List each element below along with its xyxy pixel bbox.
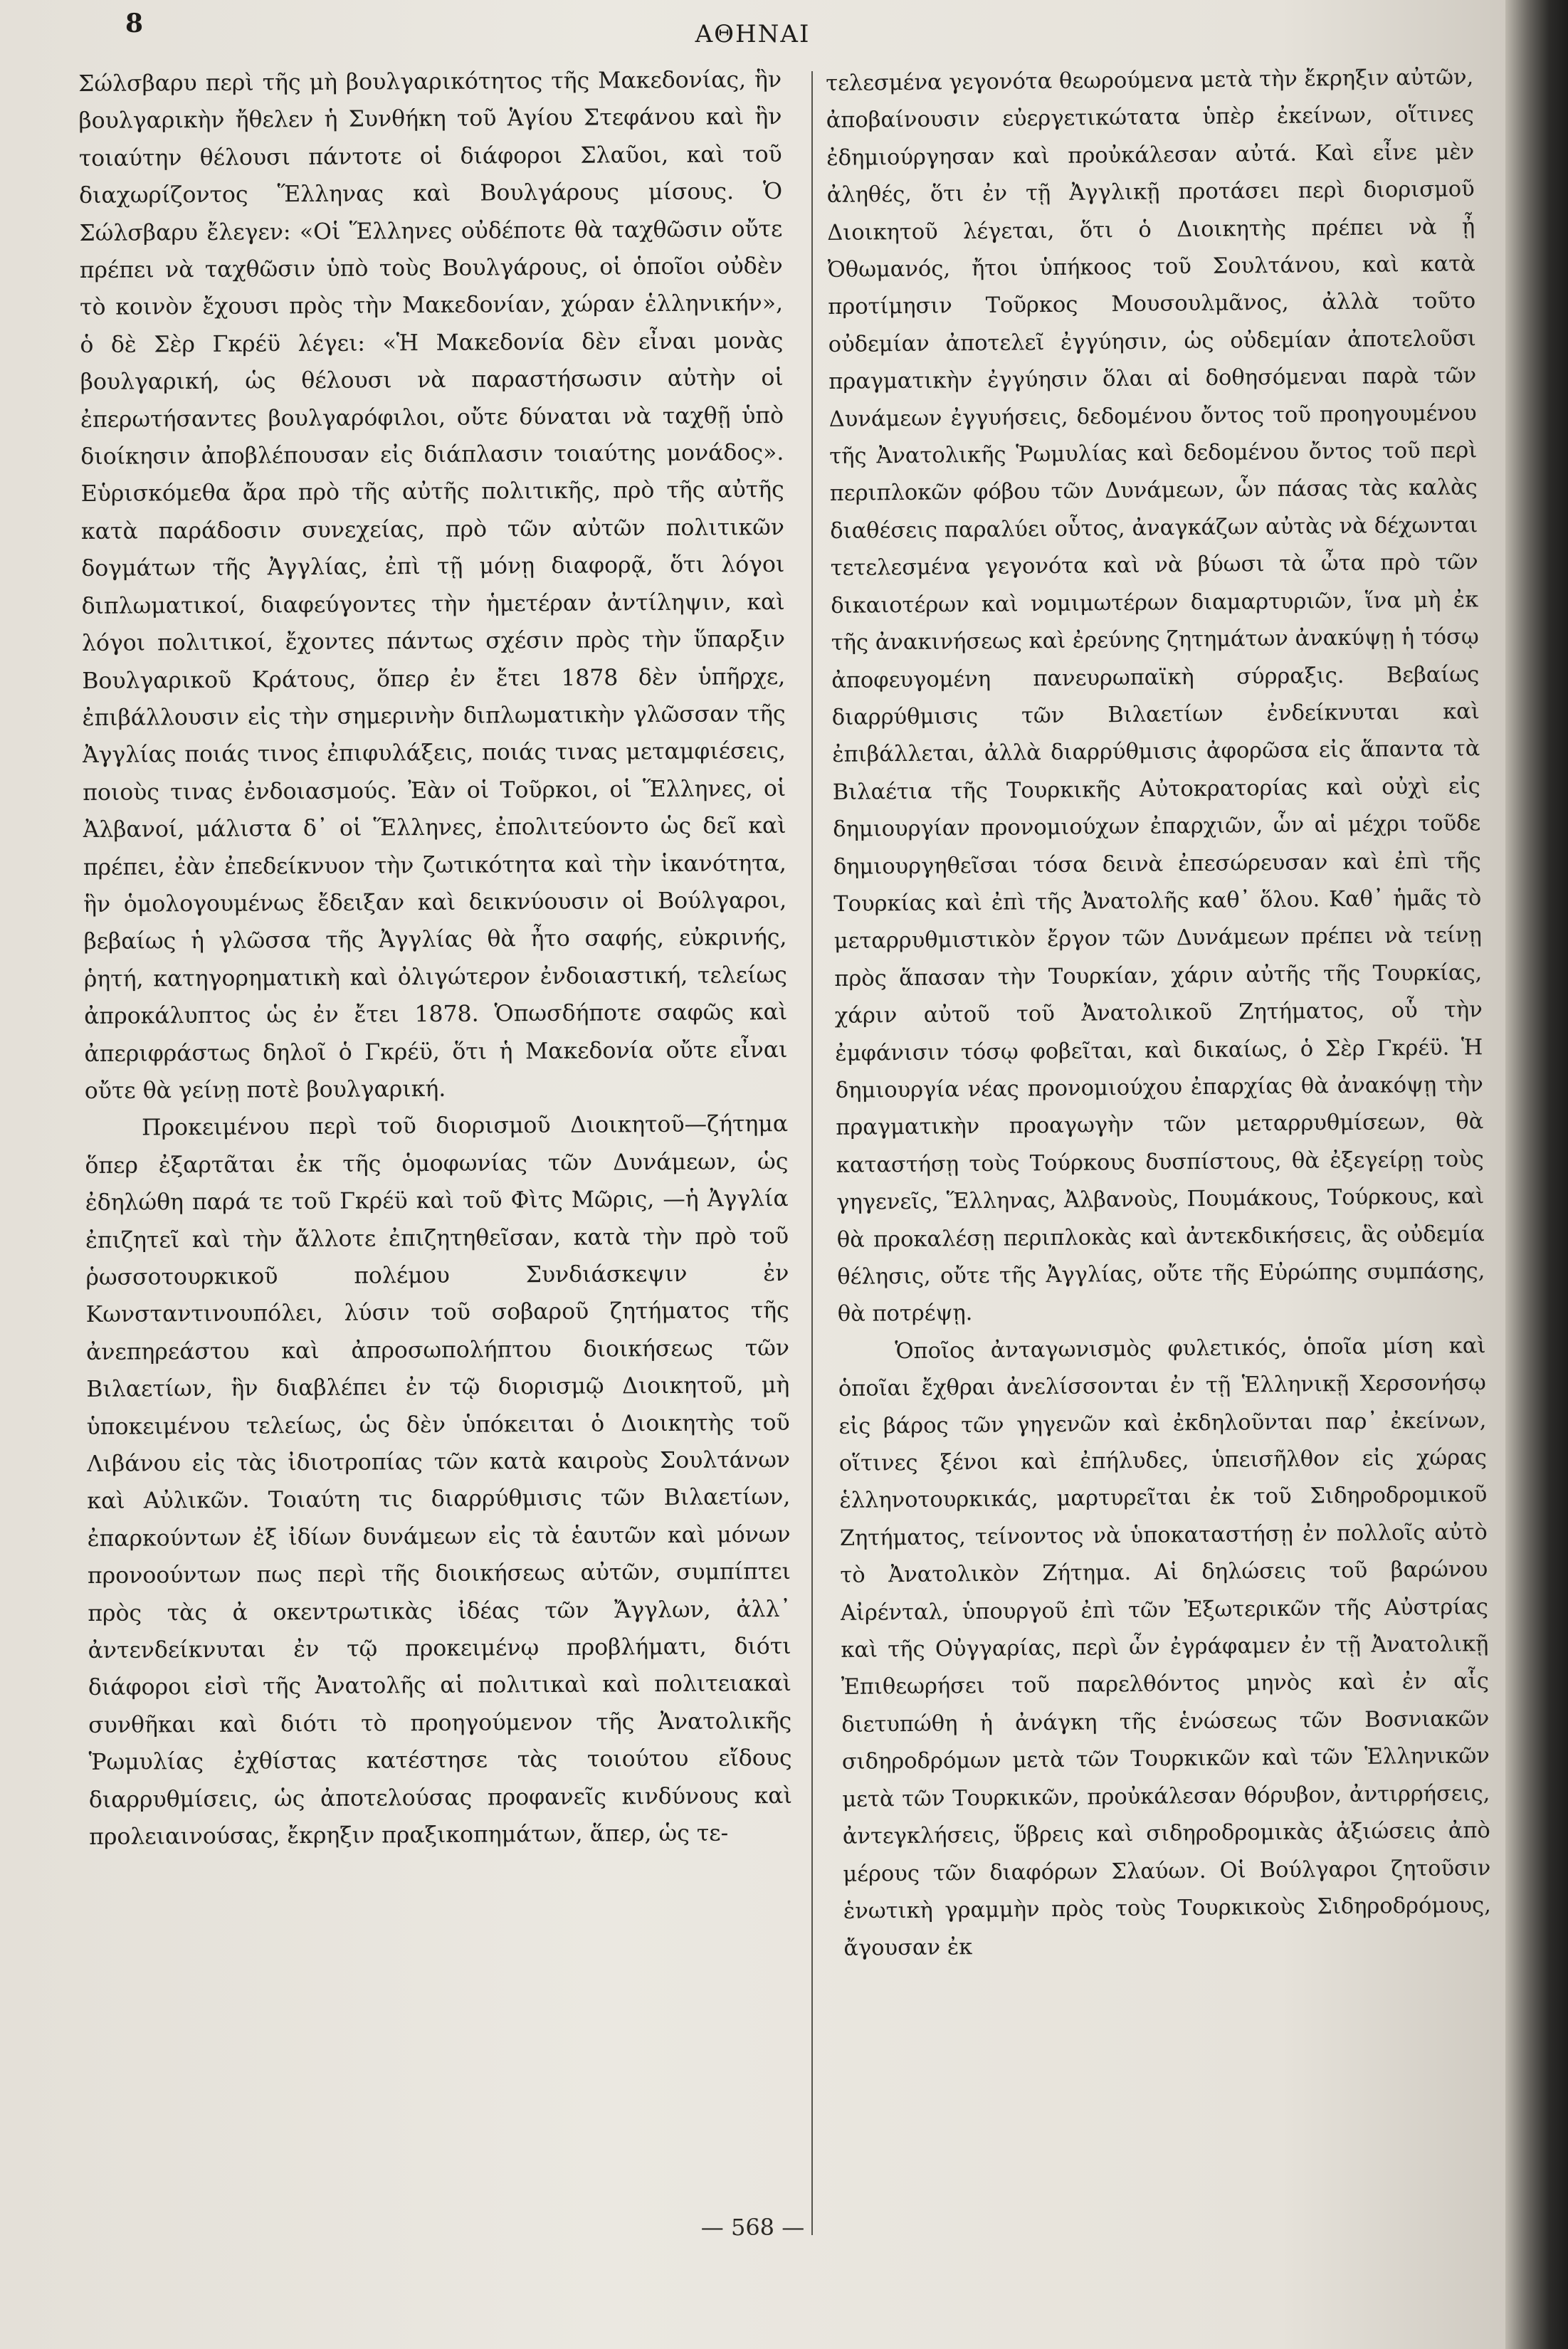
- right-text-column: [826, 59, 1494, 2237]
- paragraph: Ὁποῖος ἀνταγωνισμὸς φυλετικός, ὁποῖα μίση καὶ ὁποῖαι ἔχθραι ἀνελίσσονται ἐν τῇ Ἑλληνικῇ Χερσονήσῳ εἰς βάρος τῶν γηγενῶν καὶ ἐκδηλοῦνται παρ᾽ ἐκείνων, οἵτινες ξένοι καὶ ἐπήλυδες, ὑπεισῆλθον εἰς χώρας ἑλληνοτουρκικάς, μαρτυρεῖται ἐκ τοῦ Σιδηροδρομικοῦ Ζητήματος, τείνοντος νὰ ὑποκαταστήσῃ ἐν πολλοῖς αὐτὸ τὸ Ἀνατολικὸν Ζήτημα. Αἱ δηλώσεις τοῦ βαρώνου Αἰρένταλ, ὑπουργοῦ ἐπὶ τῶν Ἐξωτερικῶν τῆς Αὐστρίας καὶ τῆς Οὐγγαρίας, περὶ ὧν ἐγράφαμεν ἐν τῇ Ἀνατολικῇ Ἐπιθεωρήσει τοῦ παρελθόντος μηνὸς καὶ ἐν αἷς διετυπώθη ἡ ἀνάγκη τῆς ἑνώσεως τῶν Βοσνιακῶν σιδηροδρόμων μετὰ τῶν Τουρκικῶν καὶ τῶν Ἑλληνικῶν μετὰ τῶν Τουρκικῶν, προὐκάλεσαν θόρυβον, ἀντιρρήσεις, ἀντεγκλήσεις, ὕβρεις καὶ σιδηροδρομικὰς ἀξιώσεις ἀπὸ μέρους τῶν διαφόρων Σλαύων. Οἱ Βούλγαροι ζητοῦσιν ἑνωτικὴ γραμμὴν πρὸς τοὺς Τουρκικοὺς Σιδηροδρόμους, ἄγουσαν ἐκ: [838, 1333, 1492, 1962]
- binding-shadow: [1505, 0, 1568, 2349]
- page-number: 8: [125, 9, 144, 38]
- column-divider: [811, 71, 813, 2235]
- page-folio: — 568 —: [700, 2214, 805, 2241]
- paragraph: τελεσμένα γεγονότα θεωρούμενα μετὰ τὴν ἔκρηξιν αὐτῶν, ἀποβαίνουσιν εὐεργετικώτατα ὑπὲρ ἐκείνων, οἵτινες ἐδημιούργησαν καὶ προὐκάλεσαν αὐτά. Καὶ εἶνε μὲν ἀληθές, ὅτι ἐν τῇ Ἀγγλικῇ προτάσει περὶ διορισμοῦ Διοικητοῦ λέγεται, ὅτι ὁ Διοικητὴς πρέπει νὰ ᾖ Ὀθωμανός, ἤτοι ὑπήκοος τοῦ Σουλτάνου, καὶ κατὰ προτίμησιν Τοῦρκος Μουσουλμᾶνος, ἀλλὰ τοῦτο οὐδεμίαν ἀποτελεῖ ἐγγύησιν, ὡς οὐδεμίαν ἀποτελοῦσι πραγματικὴν ἐγγύησιν ὅλαι αἱ δοθησόμεναι παρὰ τῶν Δυνάμεων ἐγγυήσεις, δεδομένου ὄντος τοῦ προηγουμένου τῆς Ἀνατολικῆς Ῥωμυλίας καὶ δεδομένου ὄντος τοῦ περὶ περιπλοκῶν φόβου τῶν Δυνάμεων, ὧν πάσας τὰς καλὰς διαθέσεις παραλύει οὗτος, ἀναγκάζων αὐτὰς νὰ δέχωνται τετελεσμένα γεγονότα καὶ νὰ βύωσι τὰ ὦτα πρὸ τῶν δικαιοτέρων καὶ νομιμωτέρων διαμαρτυριῶν, ἵνα μὴ ἐκ τῆς ἀνακινήσεως καὶ ἐρεύνης ζητημάτων ἀνακύψῃ ἡ τόσῳ ἀποφευγομένη πανευρωπαϊκὴ σύρραξις. Βεβαίως διαρρύθμισις τῶν Βιλαετίων ἐνδείκνυται καὶ ἐπιβάλλεται, ἀλλὰ διαρρύθμισις ἀφορῶσα εἰς ἅπαντα τὰ Βιλαέτια τῆς Τουρκικῆς Αὐτοκρατορίας καὶ οὐχὶ εἰς δημιουργίαν προνομιούχων ἐπαρχιῶν, ὧν αἱ μέχρι τοῦδε δημιουργηθεῖσαι τόσα δεινὰ ἐπεσώρευσαν καὶ ἐπὶ τῆς Τουρκίας καὶ ἐπὶ τῆς Ἀνατολῆς καθ᾽ ὅλου. Καθ᾽ ἡμᾶς τὸ μεταρρυθμιστικὸν ἔργον τῶν Δυνάμεων πρέπει νὰ τείνῃ πρὸς ἅπασαν τὴν Τουρκίαν, χάριν αὐτῆς τῆς Τουρκίας, χάριν αὐτοῦ τοῦ Ἀνατολικοῦ Ζητήματος, οὗ τὴν ἐμφάνισιν τόσῳ φοβεῖται, καὶ δικαίως, ὁ Σὲρ Γκρέϋ. Ἡ δημιουργία νέας προνομιούχου ἐπαρχίας θὰ ἀνακόψῃ τὴν πραγματικὴν προαγωγὴν τῶν μεταρρυθμίσεων, θὰ καταστήσῃ τοὺς Τούρκους δυσπίστους, θὰ ἐξεγείρῃ τοὺς γηγενεῖς, Ἕλληνας, Ἀλβανοὺς, Πουμάκους, Τούρκους, καὶ θὰ προκαλέσῃ περιπλοκὰς καὶ ἀντεκδικήσεις, ἃς οὐδεμία θέλησις, οὔτε τῆς Ἀγγλίας, οὔτε τῆς Εὐρώπης συμπάσης, θὰ ποτρέψῃ.: [826, 65, 1485, 1328]
- paragraph: Προκειμένου περὶ τοῦ διορισμοῦ Διοικητοῦ—ζήτημα ὅπερ ἐξαρτᾶται ἐκ τῆς ὁμοφωνίας τῶν Δυνάμεων, ὡς ἐδηλώθη παρά τε τοῦ Γκρέϋ καὶ τοῦ Φὶτς Μῶρις, —ἡ Ἀγγλία ἐπιζητεῖ καὶ τὴν ἄλλοτε ἐπιζητηθεῖσαν, κατὰ τὴν πρὸ τοῦ ῥωσσοτουρκικοῦ πολέμου Συνδιάσκεψιν ἐν Κωνσταντινουπόλει, λύσιν τοῦ σοβαροῦ ζητήματος τῆς ἀνεπηρεάστου καὶ ἀπροσωπολήπτου διοικήσεως τῶν Βιλαετίων, ἣν διαβλέπει ἐν τῷ διορισμῷ Διοικητοῦ, μὴ ὑποκειμένου τελείως, ὡς δὲν ὑπόκειται ὁ Διοικητὴς τοῦ Λιβάνου εἰς τὰς ἰδιοτροπίας τῶν κατὰ καιροὺς Σουλτάνων καὶ Αὐλικῶν. Τοιαύτη τις διαρρύθμισις τῶν Βιλαετίων, ἐπαρκούντων ἐξ ἰδίων δυνάμεων εἰς τὰ ἑαυτῶν καὶ μόνων προνοούντων πως περὶ τῆς διοικήσεως αὐτῶν, συμπίπτει πρὸς τὰς ἀ οκεντρωτικὰς ἰδέας τῶν Ἄγγλων, ἀλλ᾽ ἀντενδείκνυται ἐν τῷ προκειμένῳ προβλήματι, διότι διάφοροι εἰσὶ τῆς Ἀνατολῆς αἱ πολιτικαὶ καὶ πολιτειακαὶ συνθῆκαι καὶ διότι τὸ προηγούμενον τῆς Ἀνατολικῆς Ῥωμυλίας ἐχθίστας κατέστησε τὰς τοιούτου εἴδους διαρρυθμίσεις, ὡς ἀποτελούσας προφανεῖς κινδύνους καὶ προλειαινούσας, ἔκρηξιν πραξικοπημάτων, ἅπερ, ὡς τε-: [85, 1111, 792, 1851]
- left-text-column: [78, 61, 795, 2237]
- running-title: ΑΘΗΝΑΙ: [695, 20, 811, 48]
- paragraph: Σώλσβαρυ περὶ τῆς μὴ βουλγαρικότητος τῆς Μακεδονίας, ἣν βουλγαρικὴν ἤθελεν ἡ Συνθήκη τοῦ Ἁγίου Στεφάνου καὶ ἣν τοιαύτην θέλουσι πάντοτε οἱ διάφοροι Σλαῦοι, καὶ τοῦ διαχωρίζοντος Ἕλληνας καὶ Βουλγάρους μίσους. Ὁ Σώλσβαρυ ἔλεγεν: «Οἱ Ἕλληνες οὐδέποτε θὰ ταχθῶσιν οὔτε πρέπει νὰ ταχθῶσιν ὑπὸ τοὺς Βουλγάρους, οἱ ὁποῖοι οὐδὲν τὸ κοινὸν ἔχουσι πρὸς τὴν Μακεδονίαν, χώραν ἑλληνικήν», ὁ δὲ Σὲρ Γκρέϋ λέγει: «Ἡ Μακεδονία δὲν εἶναι μονὰς βουλγαρική, ὡς θέλουσι νὰ παραστήσωσιν αὐτὴν οἱ ἐπερωτήσαντες βουλγαρόφιλοι, οὔτε δύναται νὰ ταχθῇ ὑπὸ διοίκησιν ἀποβλέπουσαν εἰς διάπλασιν τοιαύτης μονάδος». Εὑρισκόμεθα ἄρα πρὸ τῆς αὐτῆς πολιτικῆς, πρὸ τῆς αὐτῆς κατὰ παράδοσιν συνεχείας, πρὸ τῶν αὐτῶν πολιτικῶν δογμάτων τῆς Ἀγγλίας, ἐπὶ τῇ μόνῃ διαφορᾷ, ὅτι λόγοι διπλωματικοί, διαφεύγοντες τὴν ἡμετέραν ἀντίληψιν, καὶ λόγοι πολιτικοί, ἔχοντες πάντως σχέσιν πρὸς τὴν ὕπαρξιν Βουλγαρικοῦ Κράτους, ὅπερ ἐν ἔτει 1878 δὲν ὑπῆρχε, ἐπιβάλλουσιν εἰς τὴν σημερινὴν διπλωματικὴν γλῶσσαν τῆς Ἀγγλίας ποιάς τινος ἐπιφυλάξεις, ποιάς τινας μεταμφιέσεις, ποιοὺς τινας ἐνδοιασμούς. Ἐὰν οἱ Τοῦρκοι, οἱ Ἕλληνες, οἱ Ἀλβανοί, μάλιστα δ᾽ οἱ Ἕλληνες, ἐπολιτεύοντο ὡς δεῖ καὶ πρέπει, ἐὰν ἐπεδείκνυον τὴν ζωτικότητα καὶ τὴν ἱκανότητα, ἣν ὁμολογουμένως ἔδειξαν καὶ δεικνύουσιν οἱ Βούλγαροι, βεβαίως ἡ γλῶσσα τῆς Ἀγγλίας θὰ ἦτο σαφής, εὐκρινής, ῥητή, κατηγορηματικὴ καὶ ὀλιγώτερον ἐνδοιαστική, τελείως ἀπροκάλυπτος ὡς ἐν ἔτει 1878. Ὁπωσδήποτε σαφῶς καὶ ἀπεριφράστως δηλοῖ ὁ Γκρέϋ, ὅτι ἡ Μακεδονία οὔτε εἶναι οὔτε θὰ γείνῃ ποτὲ βουλγαρική.: [78, 66, 788, 1104]
